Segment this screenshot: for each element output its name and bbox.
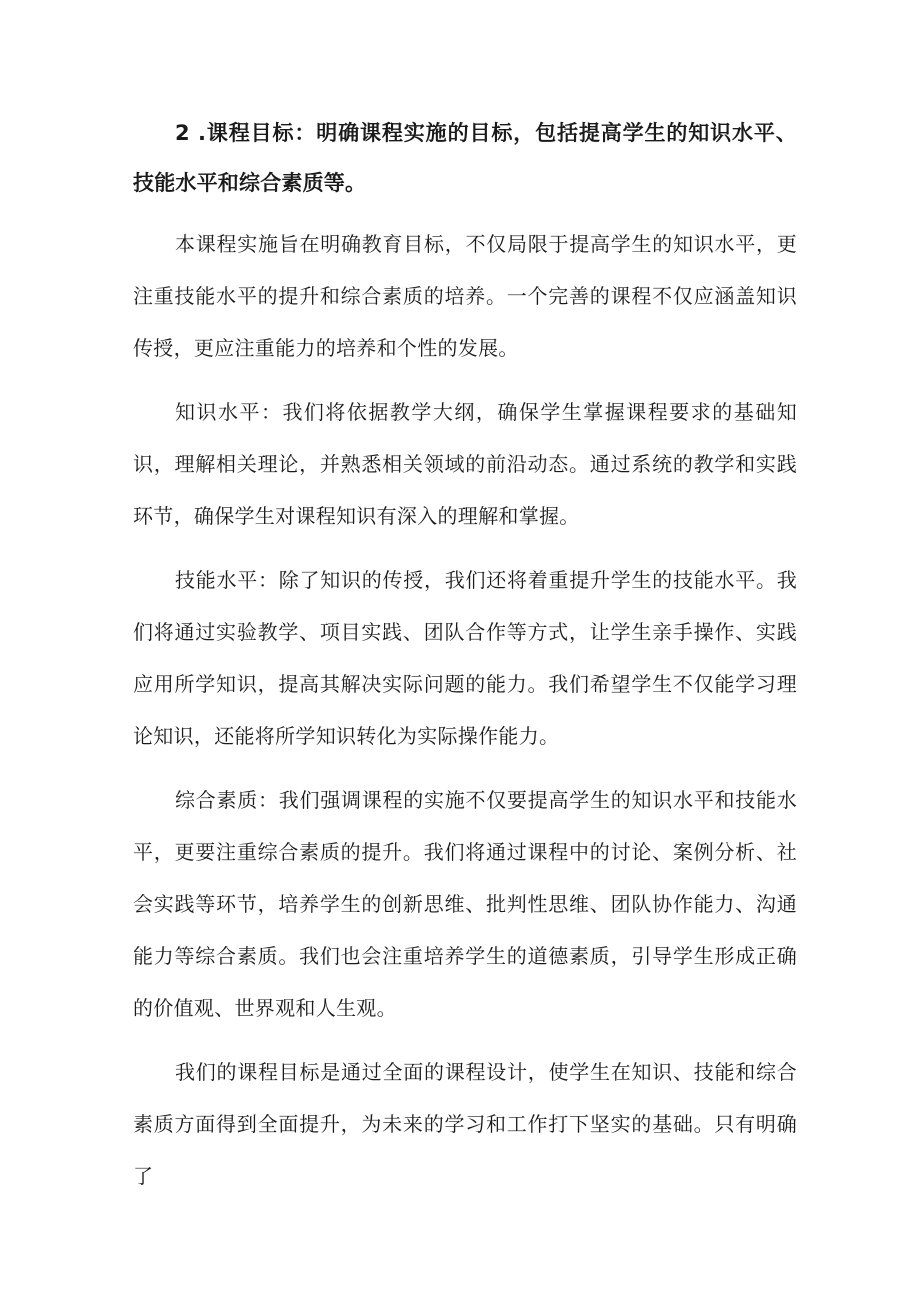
paragraph-intro: 本课程实施旨在明确教育目标，不仅局限于提高学生的知识水平，更注重技能水平的提升和综合素质的培养。一个完善的课程不仅应涵盖知识传授，更应注重能力的培养和个性的发展。 [133, 232, 797, 360]
section-heading: 2 .课程目标：明确课程实施的目标，包括提高学生的知识水平、技能水平和综合素质等。 [133, 121, 797, 195]
paragraph-comprehensive-quality: 综合素质：我们强调课程的实施不仅要提高学生的知识水平和技能水平，更要注重综合素质的提升。我们将通过课程中的讨论、案例分析、社会实践等环节，培养学生的创新思维、批判性思维、团队协作能力、沟通能力等综合素质。我们也会注重培养学生的道德素质，引导学生形成正确的价值观、世界观和人生观。 [133, 788, 797, 1020]
paragraph-course-goal-summary: 我们的课程目标是通过全面的课程设计，使学生在知识、技能和综合素质方面得到全面提升，为未来的学习和工作打下坚实的基础。只有明确了 [133, 1060, 797, 1188]
paragraph-knowledge-level: 知识水平：我们将依据教学大纲，确保学生掌握课程要求的基础知识，理解相关理论，并熟悉相关领域的前沿动态。通过系统的教学和实践环节，确保学生对课程知识有深入的理解和掌握。 [133, 400, 797, 528]
document-body [133, 108, 797, 1202]
paragraph-skill-level: 技能水平：除了知识的传授，我们还将着重提升学生的技能水平。我们将通过实验教学、项目实践、团队合作等方式，让学生亲手操作、实践应用所学知识，提高其解决实际问题的能力。我们希望学生不仅能学习理论知识，还能将所学知识转化为实际操作能力。 [133, 568, 797, 748]
